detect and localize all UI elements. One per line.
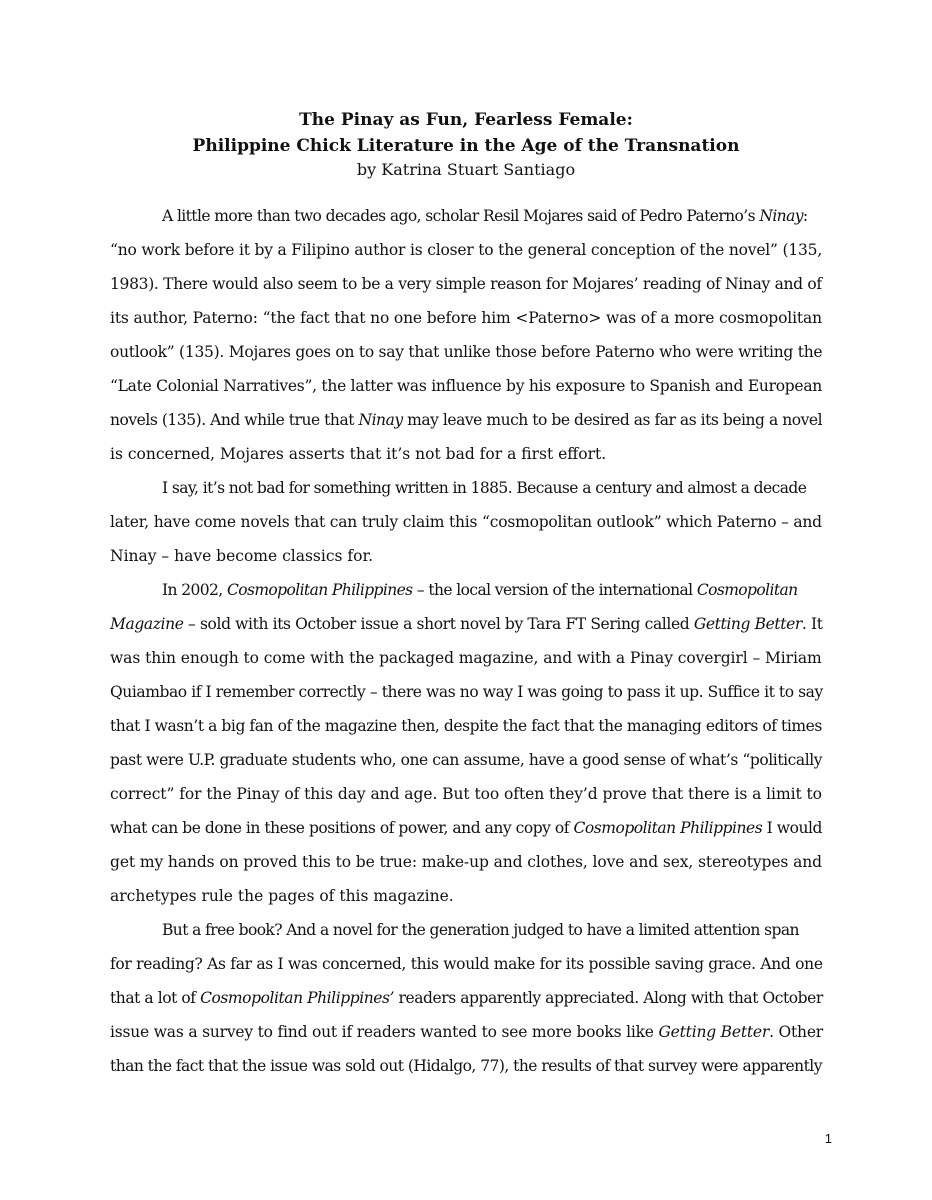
text-run: “no work before it by a Filipino author is closer to the general conception of the novel” (135, [110, 241, 823, 259]
text-run: past were U.P. graduate students who, one can assume, have a good sense of what’s “politically [110, 751, 823, 769]
body-line [110, 306, 822, 330]
body-line [110, 272, 822, 296]
text-run: 1983). There would also seem to be a very simple reason for Mojares’ reading of Ninay and of [110, 275, 822, 293]
body-line [162, 578, 874, 602]
body-line [110, 714, 822, 738]
text-run: But a free book? And a novel for the generation judged to have a limited attention span [162, 921, 799, 939]
body-line [110, 340, 822, 364]
body-line [162, 476, 874, 500]
text-run: . It [801, 615, 823, 633]
title-line-1: The Pinay as Fun, Fearless Female: [299, 110, 633, 130]
body-line [162, 918, 874, 942]
body-line [110, 544, 822, 568]
body-line [110, 442, 822, 466]
italic-text: Cosmopolitan Philippines’ [200, 989, 395, 1007]
body-line [110, 238, 822, 262]
body-line [162, 204, 874, 228]
text-run: I would [762, 819, 822, 837]
italic-text: Magazine [110, 615, 184, 633]
text-run: I say, it’s not bad for something written in 1885. Because a century and almost a decade [162, 479, 807, 497]
italic-text: Ninay [759, 207, 803, 225]
text-run: later, have come novels that can truly claim this “cosmopolitan outlook” which Paterno – and [110, 513, 822, 531]
text-run: “Late Colonial Narratives”, the latter was influence by his exposure to Spanish and European [110, 377, 823, 395]
text-run: In 2002, [162, 581, 227, 599]
body-line [110, 884, 822, 908]
text-run: archetypes rule the pages of this magazine. [110, 887, 454, 905]
body-line [110, 680, 822, 704]
text-run: that I wasn’t a big fan of the magazine then, despite the fact that the managing editors of times [110, 717, 822, 735]
text-run: its author, Paterno: “the fact that no one before him <Paterno> was of a more cosmopolitan [110, 309, 822, 327]
text-run: : [802, 207, 808, 225]
body-line [110, 1020, 822, 1044]
italic-text: Cosmopolitan Philippines [226, 581, 413, 599]
body-line [110, 510, 822, 534]
body-line [110, 646, 822, 670]
italic-text: Cosmopolitan [696, 581, 798, 599]
body-line [110, 782, 822, 806]
page-number: 1 [824, 1131, 832, 1146]
byline: by Katrina Stuart Santiago [356, 160, 576, 179]
text-run: is concerned, Mojares asserts that it’s not bad for a first effort. [110, 445, 607, 463]
italic-text: Getting Better [658, 1023, 770, 1041]
text-run: correct” for the Pinay of this day and age. But too often they’d prove that there is a limit to [110, 785, 822, 803]
italic-text: Getting Better [693, 615, 802, 633]
text-run: get my hands on proved this to be true: make-up and clothes, love and sex, stereotypes and [110, 853, 822, 871]
body-line [110, 816, 822, 840]
text-run: than the fact that the issue was sold out (Hidalgo, 77), the results of that survey were apparently [110, 1057, 822, 1075]
body-line [110, 850, 822, 874]
body-line [110, 1054, 822, 1078]
body-line [110, 986, 822, 1010]
text-run: Ninay – have become classics for. [110, 547, 374, 565]
text-run: . Other [769, 1023, 824, 1041]
text-run: readers apparently appreciated. Along with that October [394, 989, 823, 1007]
text-run: outlook” (135). Mojares goes on to say that unlike those before Paterno who were writing the [110, 343, 823, 361]
text-run: – sold with its October issue a short novel by Tara FT Sering called [183, 615, 694, 633]
body-line [110, 952, 822, 976]
italic-text: Ninay [358, 411, 403, 429]
text-run: may leave much to be desired as far as its being a novel [402, 411, 823, 429]
italic-text: Cosmopolitan Philippines [573, 819, 763, 837]
text-run: issue was a survey to find out if readers wanted to see more books like [110, 1023, 659, 1041]
text-run: was thin enough to come with the packaged magazine, and with a Pinay covergirl – Miriam [110, 649, 822, 667]
title-line-2: Philippine Chick Literature in the Age of the Transnation [192, 136, 740, 156]
text-run: that a lot of [110, 989, 201, 1007]
text-run: what can be done in these positions of power, and any copy of [110, 819, 574, 837]
text-run: Quiambao if I remember correctly – there was no way I was going to pass it up. Suffice it to say [110, 683, 823, 701]
text-run: A little more than two decades ago, scholar Resil Mojares said of Pedro Paterno’s [162, 207, 760, 225]
body-line [110, 748, 822, 772]
text-run: novels (135). And while true that [110, 411, 359, 429]
text-run: – the local version of the international [412, 581, 697, 599]
body-line [110, 374, 822, 398]
text-run: for reading? As far as I was concerned, this would make for its possible saving grace. And one [110, 955, 823, 973]
body-line [110, 612, 822, 636]
body-line [110, 408, 822, 432]
